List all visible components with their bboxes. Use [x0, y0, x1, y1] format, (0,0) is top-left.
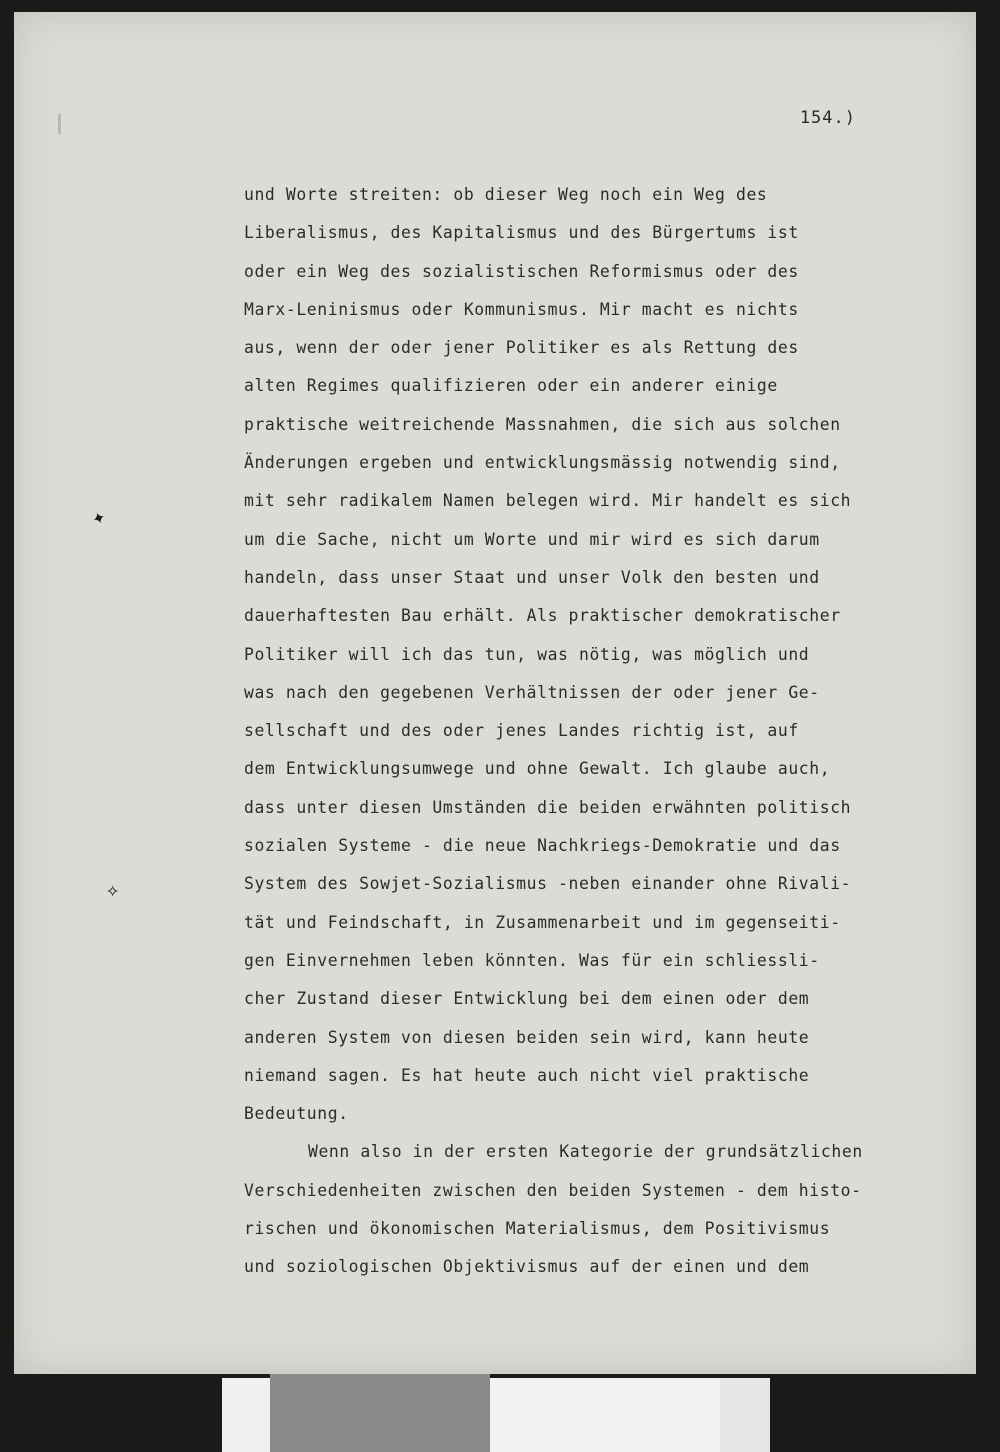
text-line: und Worte streiten: ob dieser Weg noch ein Weg des — [244, 185, 768, 204]
text-line: Verschiedenheiten zwischen den beiden Systemen - dem histo- — [244, 1180, 862, 1200]
text-line: System des Sowjet-Sozialismus -neben einander ohne Rivali- — [244, 874, 852, 894]
text-line: alten Regimes qualifizieren oder ein anderer einige — [244, 376, 778, 396]
text-line: aus, wenn der oder jener Politiker es als Rettung des — [244, 338, 799, 358]
text-line: sellschaft und des oder jenes Landes richtig ist, auf — [244, 721, 799, 741]
text-line: Bedeutung. — [244, 1104, 349, 1124]
text-line: Änderungen ergeben und entwicklungsmässig notwendig sind, — [244, 453, 841, 473]
text-line: anderen System von diesen beiden sein wird, kann heute — [244, 1027, 810, 1047]
page-number: 154.) — [799, 108, 856, 128]
text-line: dass unter diesen Umständen die beiden erwähnten politisch — [244, 797, 852, 817]
scan-calibration-strip — [720, 1378, 770, 1452]
document-page — [14, 12, 976, 1374]
text-line: handeln, dass unser Staat und unser Volk den besten und — [244, 567, 820, 587]
text-line: Politiker will ich das tun, was nötig, was möglich und — [244, 644, 810, 664]
text-line: Marx-Leninismus oder Kommunismus. Mir macht es nichts — [244, 299, 799, 319]
text-line: dauerhaftesten Bau erhält. Als praktischer demokratischer — [244, 606, 841, 626]
text-line: mit sehr radikalem Namen belegen wird. Mir handelt es sich — [244, 491, 852, 511]
scan-calibration-strip — [222, 1378, 270, 1452]
scan-calibration-strip — [490, 1378, 720, 1452]
punch-hole-mark: ✧ — [106, 878, 120, 903]
text-line: sozialen Systeme - die neue Nachkriegs-Demokratie und das — [244, 836, 841, 856]
text-line: und soziologischen Objektivismus auf der einen und dem — [244, 1257, 810, 1277]
margin-mark — [58, 114, 61, 134]
text-line: rischen und ökonomischen Materialismus, dem Positivismus — [244, 1219, 831, 1239]
text-line: praktische weitreichende Massnahmen, die sich aus solchen — [244, 414, 841, 434]
text-line: tät und Feindschaft, in Zusammenarbeit und im gegenseiti- — [244, 912, 841, 932]
text-line: oder ein Weg des sozialistischen Reformismus oder des — [244, 261, 799, 281]
text-line: dem Entwicklungsumwege und ohne Gewalt. Ich glaube auch, — [244, 759, 831, 779]
text-line: niemand sagen. Es hat heute auch nicht viel praktische — [244, 1065, 810, 1085]
text-line: Wenn also in der ersten Kategorie der grundsätzlichen — [308, 1142, 863, 1162]
text-line: gen Einvernehmen leben könnten. Was für ein schliessli- — [244, 950, 820, 970]
text-line: was nach den gegebenen Verhältnissen der oder jener Ge- — [244, 682, 820, 702]
text-line: Liberalismus, des Kapitalismus und des Bürgertums ist — [244, 223, 799, 243]
text-line: um die Sache, nicht um Worte und mir wird es sich darum — [244, 529, 820, 549]
punch-hole-mark: ✦ — [88, 503, 110, 532]
scan-calibration-strip — [270, 1374, 490, 1452]
text-line: cher Zustand dieser Entwicklung bei dem einen oder dem — [244, 989, 810, 1009]
typed-text-body — [244, 176, 964, 1287]
